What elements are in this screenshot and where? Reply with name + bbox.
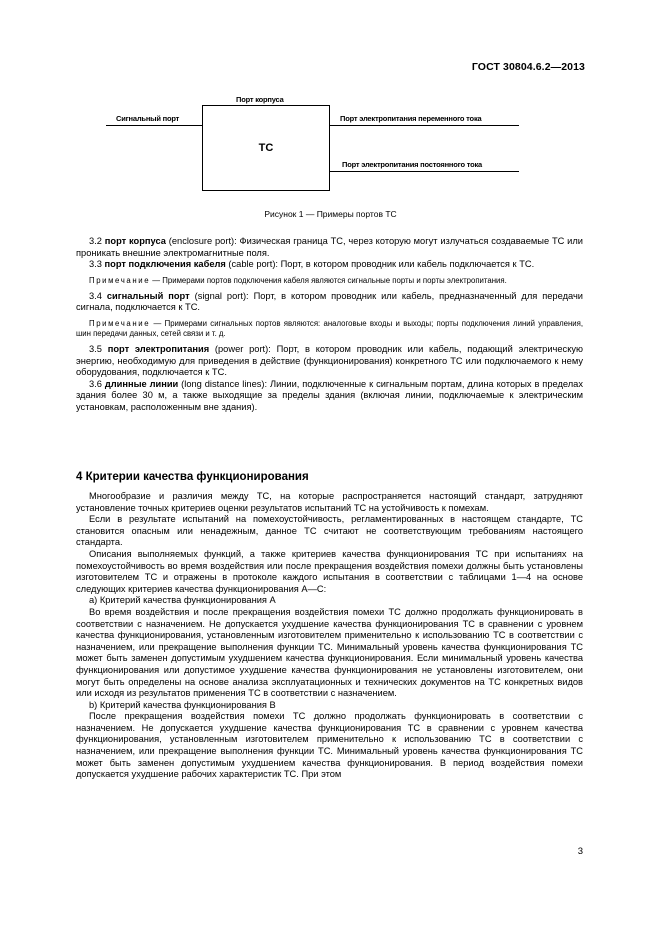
definitions [76, 236, 583, 414]
paragraph: После прекращения воздействия помехи ТС должно продолжать функционировать в соответствии с назначением. Не допускается ухудшение качества функционирования ТС в сравнении с уровнем качества функционирования, установленным изготовителем применительно к использованию ТС в соответствии с назначением, или прекращение выполнения функции ТС. Минимальный уровень качества функционирования ТС может быть заменен допустимым ухудшением качества функционирования. В период воздействия помехи допускается ухудшение рабочих характеристик ТС. При этом [76, 711, 583, 780]
dc-power-port-line [330, 171, 519, 172]
equipment-box-label: ТС [258, 142, 274, 154]
term: порт корпуса [104, 236, 166, 246]
signal-port-label: Сигнальный порт [116, 114, 180, 123]
note-1: Примечание — Примерами портов подключения кабеля являются сигнальные порты и порты электропитания. [89, 275, 507, 285]
term: сигнальный порт [106, 290, 190, 301]
definition-3-5: 3.5 порт электропитания (power port): Порт, в котором проводник или кабель, подающий электрическую энергию, необходимую для приведения в действие (функционирования) конкретного ТС или подключаемого к нему оборудования, подключается к ТС. [76, 343, 583, 378]
criterion-b-heading: b) Критерий качества функционирования В [89, 699, 276, 710]
term: длинные линии [104, 378, 179, 389]
definition-3-3: 3.3 порт подключения кабеля (cable port): Порт, в котором проводник или кабель подключается к ТС. [89, 259, 535, 270]
definition-3-2: 3.2 порт корпуса (enclosure port): Физическая граница ТС, через которую могут излучаться создаваемые ТС или проникать внешние электромагнитные поля. [76, 236, 583, 258]
note-2: Примечание — Примерами сигнальных портов являются: аналоговые входы и выходы; порты подключения линий управления, шин передачи данных, сетей связи и т. д. [76, 318, 583, 338]
enclosure-port-label: Порт корпуса [236, 95, 284, 104]
term: порт подключения кабеля [104, 259, 226, 270]
section-heading: 4 Критерии качества функционирования [76, 471, 309, 483]
definition-3-6: 3.6 длинные линии (long distance lines): Линии, подключенные к сигнальным портам, длина которых в пределах здания более 30 м, а также выходящие за пределы здания (включая линии, подключаемые к электрическим установкам, расположенным вне здания). [76, 378, 583, 412]
ac-power-port-line [330, 125, 519, 126]
term: порт электропитания [107, 343, 210, 354]
equipment-box [202, 105, 330, 191]
dc-power-port-label: Порт электропитания постоянного тока [342, 160, 483, 169]
paragraph: Описания выполняемых функций, а также критериев качества функционирования ТС при испытаниях на помехоустойчивость во время воздействия или после прекращения воздействия помехи должны быть установлены изготовителем ТС и отражены в протоколе каждого испытания в соответствии с таблицами 1—4 на основе следующих критериев качества функционирования А—С: [76, 548, 583, 594]
signal-port-line [106, 125, 202, 126]
criterion-a-heading: a) Критерий качества функционирования А [89, 595, 276, 606]
paragraph: Если в результате испытаний на помехоустойчивость, регламентированных в настоящем стандарте, ТС становится опасным или ненадежным, данное ТС считают не соответствующим требованиям настоящего стандарта. [76, 514, 583, 548]
paragraph: Многообразие и различия между ТС, на которые распространяется настоящий стандарт, затрудняют установление точных критериев оценки результатов испытаний ТС на устойчивость к помехам. [76, 491, 583, 513]
page-header: ГОСТ 30804.6.2—2013 [471, 61, 585, 73]
section-4 [76, 470, 583, 781]
ports-figure [0, 0, 661, 220]
ac-power-port-label: Порт электропитания переменного тока [340, 114, 482, 123]
page-number: 3 [577, 846, 583, 857]
figure-caption: Рисунок 1 — Примеры портов ТС [264, 209, 397, 219]
definition-3-4: 3.4 сигнальный порт (signal port): Порт, в котором проводник или кабель, предназначенный для передачи сигнала, подключается к ТС. [76, 290, 583, 313]
paragraph: Во время воздействия и после прекращения воздействия помехи ТС должно продолжать функционировать в соответствии с назначением. Не допускается ухудшение качества функционирования ТС в сравнении с уровнем качества функционирования, установленным изготовителем применительно к использованию ТС в соответствии с назначением, или прекращение выполнения функции ТС. Минимальный уровень качества функционирования ТС может быть заменен допустимым ухудшением качества функционирования. Если минимальный уровень качества функционирования или допустимое ухудшение качества функционирования не установлены изготовителем, они могут быть определены на основе анализа эксплуатационных и технических документов на ТС конкретных видов или исходя из результатов применения ТС в соответствии с назначением. [76, 606, 583, 699]
